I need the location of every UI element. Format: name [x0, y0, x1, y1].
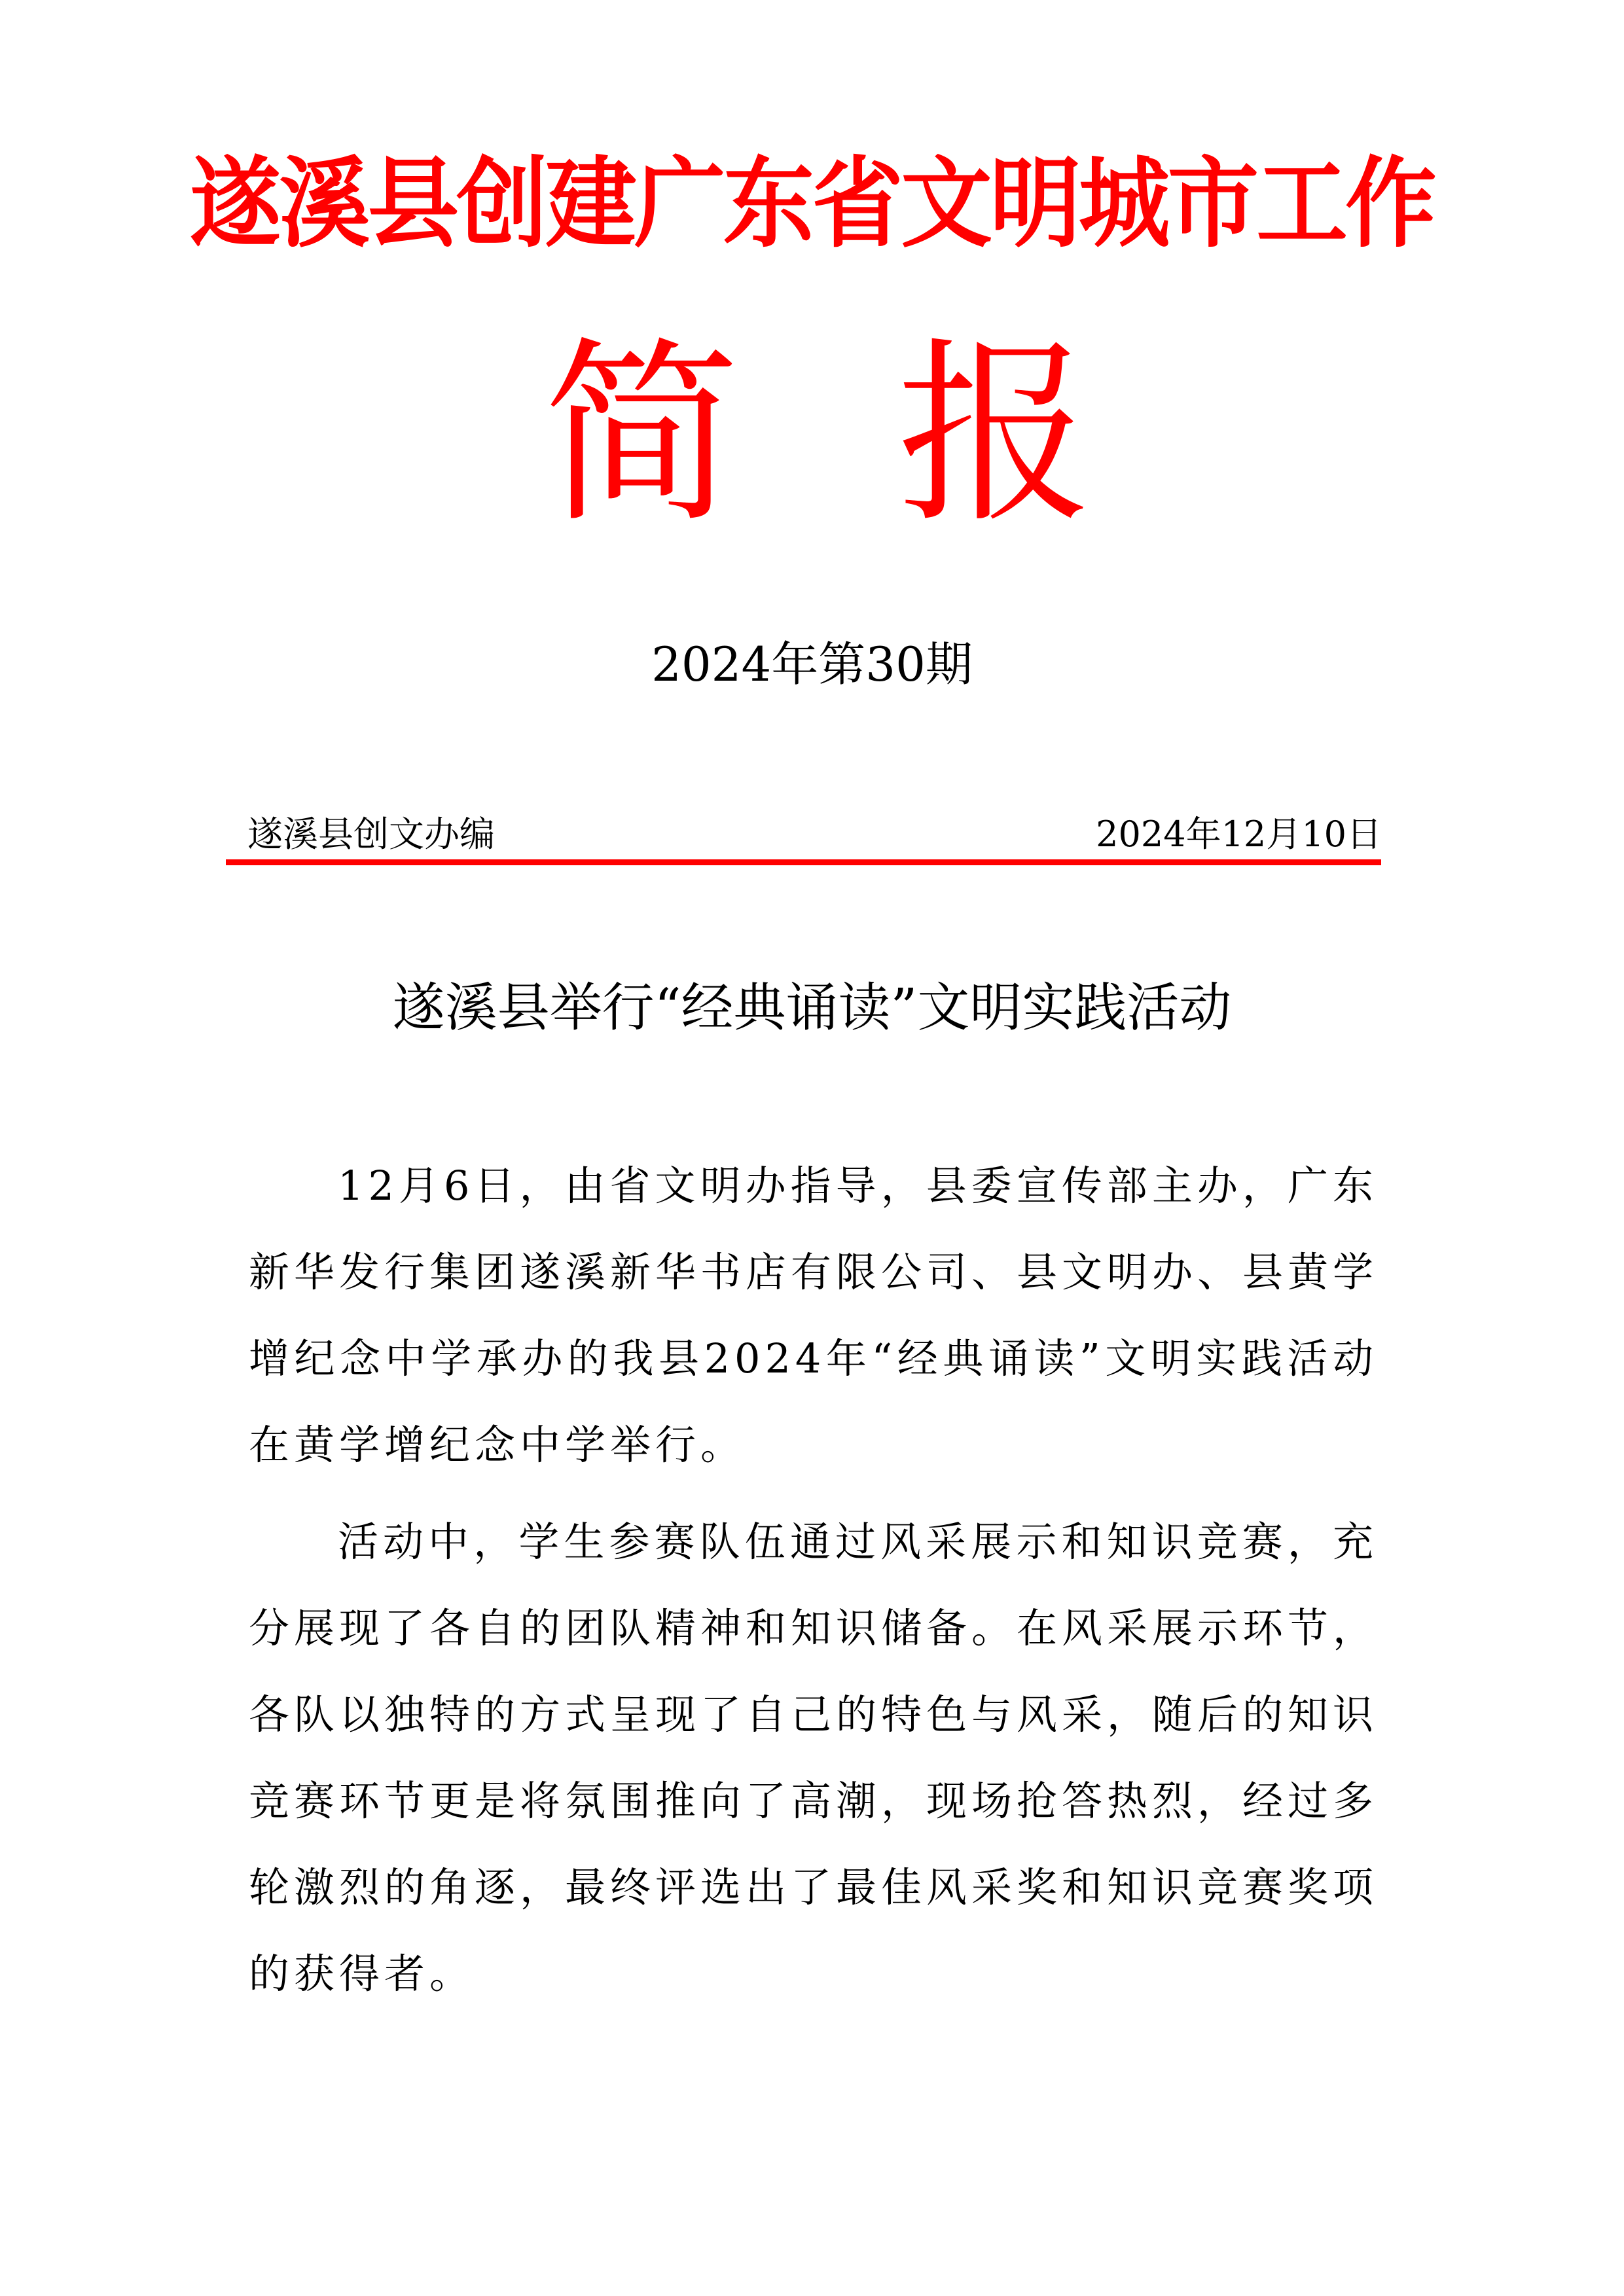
article-headline: 遂溪县举行“经典诵读”文明实践活动 — [392, 977, 1232, 1038]
article-paragraph-1: 12月6日，由省文明办指导，县委宣传部主办，广东新华发行集团遂溪新华书店有限公司、县文明办、县黄学增纪念中学承办的我县2024年“经典诵读”文明实践活动在黄学增纪念中学举行。 — [249, 1162, 1379, 1469]
bulletin-title-char-2: 报 — [897, 321, 1093, 549]
bulletin-title-char-1: 简 — [543, 321, 740, 549]
article-paragraph-2: 活动中，学生参赛队伍通过风采展示和知识竞赛，充分展现了各自的团队精神和知识储备。在风采展示环节，各队以独特的方式呈现了自己的特色与风采，随后的知识竞赛环节更是将氛围推向了高潮，现场抢答热烈，经过多轮激烈的角逐，最终评选出了最佳风采奖和知识竞赛奖项的获得者。 — [249, 1518, 1379, 1998]
bulletin-title — [0, 321, 1624, 549]
masthead-title: 遂溪县创建广东省文明城市工作 — [190, 147, 1434, 261]
issue-number: 2024年第30期 — [651, 637, 973, 692]
editor-label: 遂溪县创文办编 — [247, 814, 495, 855]
publish-date: 2024年12月10日 — [1096, 814, 1382, 855]
red-divider — [226, 859, 1381, 865]
